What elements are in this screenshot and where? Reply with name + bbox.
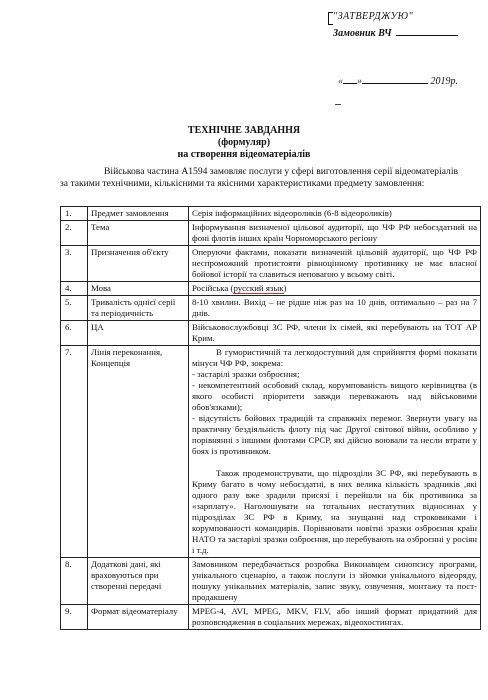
table-row	[61, 346, 481, 558]
row-label: Мова	[88, 282, 189, 296]
row-description	[189, 246, 481, 282]
row-number: 1.	[61, 207, 88, 221]
row-description	[189, 346, 481, 558]
approval-stamp: "ЗАТВЕРДЖУЮ"	[333, 11, 414, 22]
description-paragraph: 8-10 хвилин. Вихід – не рідше ніж раз на 10 днів, оптимально – раз на 7 днів.	[192, 297, 477, 318]
row-description	[189, 221, 481, 246]
signature-line	[396, 26, 458, 36]
row-description	[189, 321, 481, 346]
description-paragraph: Військовослужбовці ЗС РФ, члени їх сімей, які перебувають на ТОТ АР Крим.	[192, 322, 477, 343]
row-number: 9.	[61, 605, 88, 630]
row-label: ЦА	[88, 321, 189, 346]
table-row	[61, 605, 481, 630]
row-label: Призначення об'єкту	[88, 246, 189, 282]
approval-customer	[333, 26, 483, 40]
date-close-quote: »	[357, 76, 362, 87]
row-number: 5.	[61, 296, 88, 321]
table-row	[61, 207, 481, 221]
intro-paragraph	[60, 166, 480, 190]
row-number: 3.	[61, 246, 88, 282]
table-row	[61, 246, 481, 282]
description-paragraph: Оперуючи фактами, показати визначеній цільовій аудиторії, що ЧФ РФ неспроможний протистояти рівноцінному противнику не має власної бойової історії та славиться неповагою у всьому світі.	[192, 247, 477, 279]
date-open-quote: «	[338, 76, 343, 87]
row-description	[189, 282, 481, 296]
row-label: Тема	[88, 221, 189, 246]
approval-block	[333, 10, 483, 87]
row-number: 7.	[61, 346, 88, 558]
description-paragraph: Також продемонструвати, що підрозділи ЗС РФ, які перебувають в Криму багато в чому небоєздатні, в них велика кількість зрадників ,які одного разу вже зрадили присязі і перейшли на бік противника за «зарплату». Наголошувати на тотальних нестатутних відносинах у підрозділах ЗС РФ в Криму, на знущанні над строковиками і корумпованості командирів. Порівнювати новітні зразки озброєння країн НАТО та застарілі зразки озброєння, що перебувають на озброєнні у росіян і т.д.	[192, 468, 477, 555]
row-label: Тривалість однієї серії та періодичність	[88, 296, 189, 321]
language-text-suffix: )	[283, 283, 287, 293]
doc-subtitle: (формуляр)	[217, 137, 271, 148]
row-description	[189, 296, 481, 321]
description-paragraph: - відсутність бойових традицій та справжніх перемог. Звернути увагу на практичну бездіяльність флоту під час Другої світової війни, особливо у порівнянні з іншими флотами СРСР, які дійсно воювали та несли втрати у боях із противником.	[192, 413, 477, 456]
table-row	[61, 296, 481, 321]
table-row	[61, 321, 481, 346]
row-description	[189, 558, 481, 605]
row-label: Формат відеоматеріалу	[88, 605, 189, 630]
date-year: 2019р.	[430, 76, 458, 87]
month-blank	[362, 74, 428, 84]
row-number: 2.	[61, 221, 88, 246]
row-number: 4.	[61, 282, 88, 296]
day-blank	[343, 74, 357, 84]
description-paragraph: MPEG-4, AVI, MPEG, MKV, FLV, або інший формат придатний для розповсюдження в соціальних мережах, відеохостингах.	[192, 606, 477, 627]
description-paragraph: Серія інформаційних відеороликів (6-8 відеороликів)	[192, 208, 392, 218]
description-paragraph: - застарілі зразки озброєння;	[192, 369, 300, 379]
row-label: Предмет замовлення	[88, 207, 189, 221]
language-text-marked: русский язык	[233, 283, 284, 293]
description-paragraph: - некомпетентний особовий склад, корумпованість вищого керівництва (в якого особисті пріоритети завжди переважають над військовими обов'язками);	[192, 380, 477, 412]
row-label: Лінія переконання, Концепція	[88, 346, 189, 558]
spec-table	[60, 206, 481, 630]
description-paragraph: Замовником передбачається розробка Виконавцем синопсису програми, унікального сценарію, а також послуги із зйомки унікального відеоряду, пошуку унікальних матеріалів, запис звуку, озвучення, монтажу та пост-продакшену	[192, 559, 477, 602]
row-number: 6.	[61, 321, 88, 346]
description-paragraph: Інформування визначеної цільової аудиторії, що ЧФ РФ небоєздатний на фоні флотів інших країн Чорноморського регіону	[192, 222, 477, 243]
row-description	[189, 207, 481, 221]
margin-tick	[335, 104, 341, 105]
approval-bracket	[328, 12, 333, 25]
table-row	[61, 558, 481, 605]
approval-date	[338, 74, 458, 88]
intro-line-2: за такими технічними, кількісними та якісними характеристиками предмету замовлення:	[60, 178, 425, 189]
table-row	[61, 221, 481, 246]
paragraph-gap	[192, 457, 477, 468]
description-paragraph: В гумористичній та легкодоступний для сприйняття формі показати мінуси ЧФ РФ, зокрема:	[192, 347, 477, 368]
row-description	[189, 605, 481, 630]
row-number: 8.	[61, 558, 88, 605]
doc-title: ТЕХНІЧНЕ ЗАВДАННЯ	[187, 125, 301, 136]
approval-customer-label: Замовник ВЧ	[333, 28, 392, 39]
table-row	[61, 282, 481, 296]
doc-purpose: на створення відеоматеріалів	[177, 149, 311, 160]
language-text: Російська (	[192, 283, 234, 293]
spec-table-body	[61, 207, 481, 630]
intro-line-1: Військова частина А1594 замовляє послуги у сфері виготовлення серії відеоматеріалів	[104, 166, 459, 177]
row-label: Додаткові дані, які враховуються при створенні передачі	[88, 558, 189, 605]
